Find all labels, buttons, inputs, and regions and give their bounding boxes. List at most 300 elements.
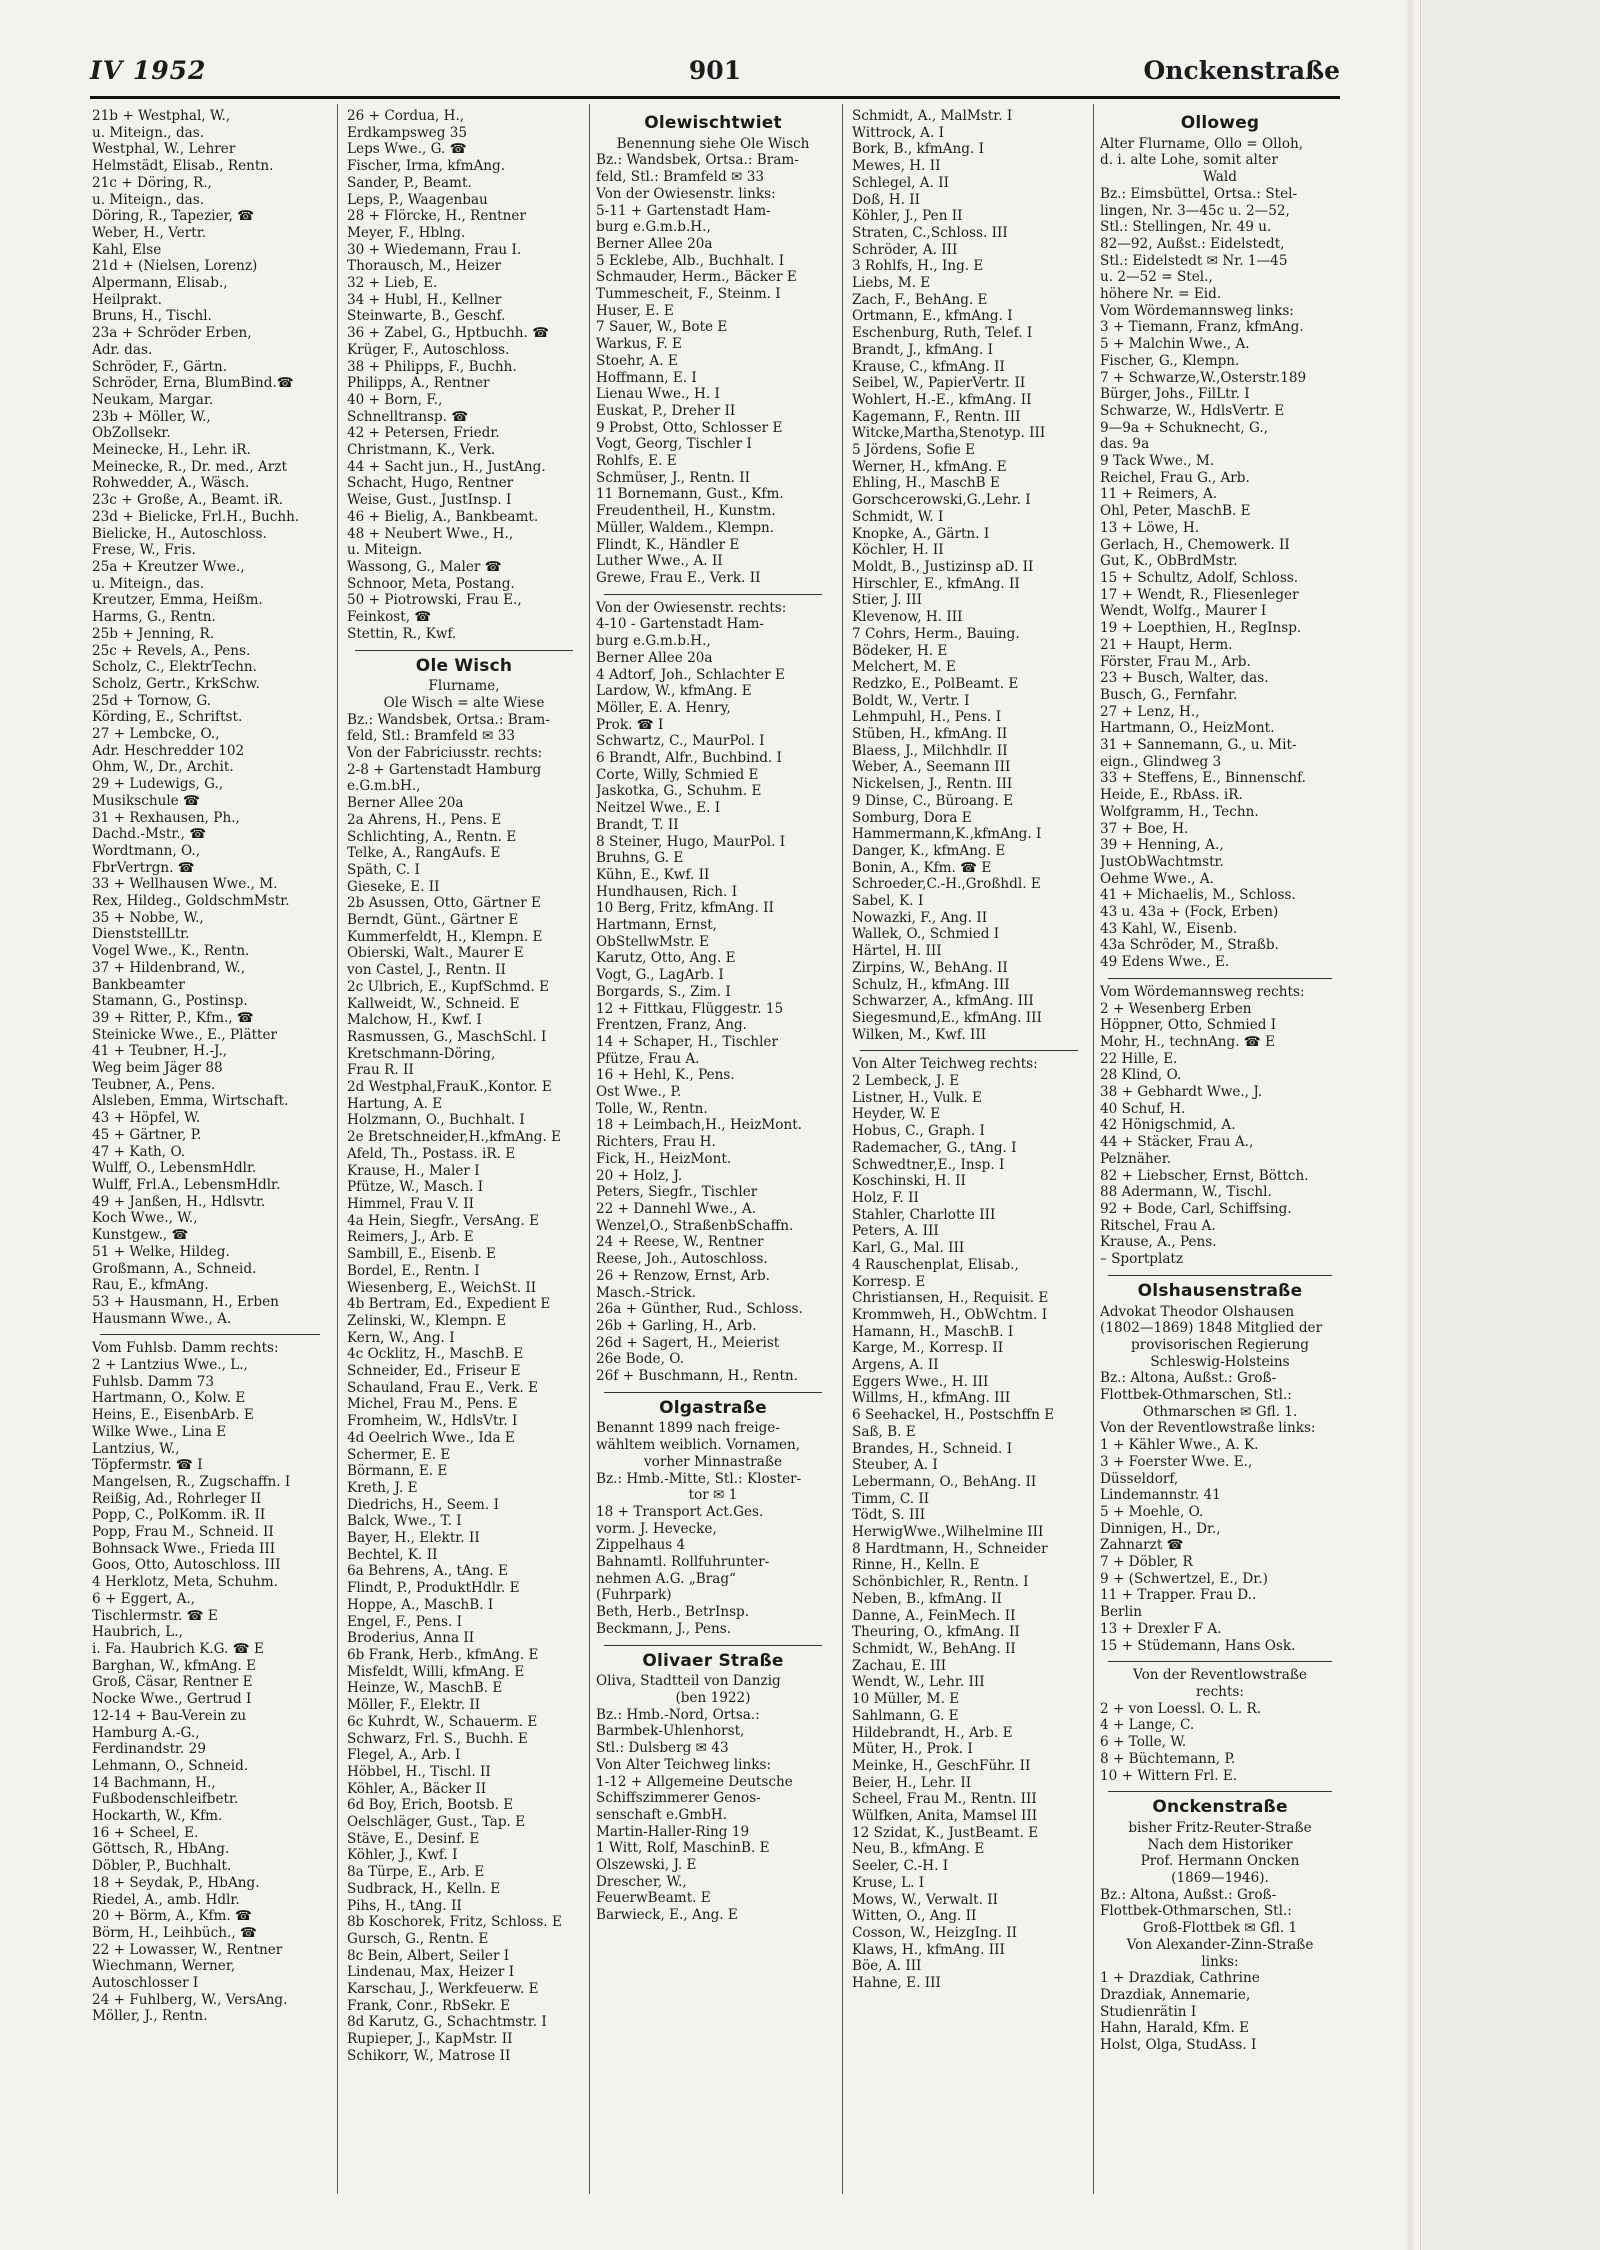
- directory-entry: 26b + Garling, H., Arb.: [596, 1317, 757, 1334]
- street-note: (1869—1946).: [1171, 1870, 1269, 1887]
- directory-entry: 15 + Schultz, Adolf, Schloss.: [1100, 569, 1299, 586]
- directory-entry: 25a + Kreutzer Wwe.,: [92, 558, 245, 575]
- directory-entry: 6d Boy, Erich, Bootsb. E: [347, 1797, 514, 1814]
- page-crease: [1405, 0, 1415, 2250]
- directory-entry: Lienau Wwe., H. I: [596, 386, 720, 403]
- directory-entry: 44 + Sacht jun., H., JustAng.: [347, 458, 546, 475]
- directory-entry: Von der Owiesenstr. links:: [596, 185, 776, 202]
- directory-entry: Groß, Cäsar, Rentner E: [92, 1674, 253, 1691]
- directory-entry: Mewes, H. II: [852, 158, 941, 175]
- directory-entry: 43a Schröder, M., Straßb.: [1100, 937, 1279, 954]
- directory-entry: Feinkost, ☎: [347, 609, 432, 626]
- directory-entry: 51 + Welke, Hildeg.: [92, 1243, 230, 1260]
- directory-entry: Olszewski, J. E: [596, 1857, 697, 1874]
- street-heading: Olewischtwiet: [644, 113, 782, 133]
- directory-column-5: [1100, 108, 1340, 2198]
- directory-entry: Schlegel, A. II: [852, 174, 950, 191]
- directory-entry: 46 + Bielig, A., Bankbeamt.: [347, 508, 539, 525]
- directory-entry: 33 + Steffens, E., Binnenschf.: [1100, 770, 1306, 787]
- directory-entry: Wendt, Wolfg., Maurer I: [1100, 603, 1267, 620]
- directory-entry: 4b Bertram, Ed., Expedient E: [347, 1296, 551, 1313]
- directory-entry: 4 + Lange, C.: [1100, 1717, 1195, 1734]
- directory-entry: Argens, A. II: [852, 1357, 939, 1374]
- directory-entry: (1802—1869) 1848 Mitglied der: [1100, 1320, 1323, 1337]
- directory-entry: Hartmann, Ernst,: [596, 917, 718, 934]
- directory-entry: Eggers Wwe., H. III: [852, 1373, 989, 1390]
- directory-entry: 10 Müller, M. E: [852, 1691, 960, 1708]
- directory-entry: Popp, Frau M., Schneid. II: [92, 1524, 274, 1541]
- directory-entry: Warkus, F. E: [596, 336, 682, 353]
- directory-entry: Schikorr, W., Matrose II: [347, 2047, 511, 2064]
- directory-entry: Helmstädt, Elisab., Rentn.: [92, 158, 274, 175]
- directory-entry: Rademacher, G., tAng. I: [852, 1139, 1017, 1156]
- directory-entry: Fick, H., HeizMont.: [596, 1150, 732, 1167]
- directory-entry: Reimers, J., Arb. E: [347, 1229, 474, 1246]
- page-header: [90, 56, 1340, 96]
- directory-entry: 2 + Lantzius Wwe., L.,: [92, 1357, 248, 1374]
- directory-entry: Schnelltransp. ☎: [347, 408, 469, 425]
- street-note: Von der Reventlowstraße: [1133, 1667, 1307, 1684]
- street-note: Von Alexander-Zinn-Straße: [1126, 1936, 1314, 1953]
- directory-entry: 26a + Günther, Rud., Schloss.: [596, 1301, 803, 1318]
- directory-entry: Oliva, Stadtteil von Danzig: [596, 1673, 781, 1690]
- directory-entry: Hamburg A.-G.,: [92, 1724, 200, 1741]
- directory-entry: 25b + Jenning, R.: [92, 625, 215, 642]
- directory-entry: – Sportplatz: [1100, 1251, 1184, 1268]
- directory-entry: Barmbek-Uhlenhorst,: [596, 1723, 745, 1740]
- directory-entry: 4-10 - Gartenstadt Ham-: [596, 616, 764, 633]
- street-heading: Olshausenstraße: [1137, 1280, 1303, 1301]
- directory-entry: 6a Behrens, A., tAng. E: [347, 1563, 508, 1580]
- directory-entry: Kruse, L. I: [852, 1874, 925, 1891]
- directory-entry: 26f + Buschmann, H., Rentn.: [596, 1368, 798, 1385]
- directory-entry: ObStellwMstr. E: [596, 933, 709, 950]
- directory-entry: Balck, Wwe., T. I: [347, 1513, 462, 1530]
- directory-entry: 6 Seehackel, H., Postschffn E: [852, 1407, 1055, 1424]
- directory-entry: Leps Wwe., G. ☎: [347, 141, 467, 158]
- directory-entry: 12-14 + Bau-Verein zu: [92, 1707, 247, 1724]
- directory-entry: 9 + (Schwertzel, E., Dr.): [1100, 1570, 1268, 1587]
- directory-entry: 20 + Holz, J.: [596, 1167, 683, 1184]
- directory-entry: Späth, C. I: [347, 861, 420, 878]
- directory-entry: Lehmann, O., Schneid.: [92, 1757, 249, 1774]
- directory-entry: Lindemannstr. 41: [1100, 1487, 1221, 1504]
- directory-entry: Vogt, Georg, Tischler I: [596, 436, 752, 453]
- directory-entry: 6 Brandt, Alfr., Buchbind. I: [596, 750, 782, 767]
- directory-entry: 8b Koschorek, Fritz, Schloss. E: [347, 1914, 562, 1931]
- directory-entry: Zach, F., BehAng. E: [852, 291, 988, 308]
- directory-entry: Neukam, Margar.: [92, 391, 214, 408]
- directory-entry: 31 + Sannemann, G., u. Mit-: [1100, 737, 1297, 754]
- directory-entry: Dachd.-Mstr., ☎: [92, 826, 207, 843]
- directory-entry: Wilken, M., Kwf. III: [852, 1026, 987, 1043]
- directory-entry: Heyder, W. E: [852, 1106, 941, 1123]
- directory-entry: i. Fa. Haubrich K.G. ☎ E: [92, 1640, 264, 1657]
- directory-entry: Bruhns, G. E: [596, 850, 684, 867]
- directory-entry: Freudentheil, H., Kunstm.: [596, 503, 776, 520]
- directory-entry: 39 + Ritter, P., Kfm., ☎: [92, 1009, 254, 1026]
- directory-entry: Von Alter Teichweg rechts:: [852, 1056, 1038, 1073]
- directory-entry: Schiffszimmerer Genos-: [596, 1790, 761, 1807]
- directory-entry: eign., Glindweg 3: [1100, 753, 1222, 770]
- directory-entry: Oehme Wwe., A.: [1100, 870, 1214, 887]
- directory-entry: Corte, Willy, Schmied E: [596, 766, 759, 783]
- directory-entry: Berner Allee 20a: [596, 235, 713, 252]
- directory-entry: Karutz, Otto, Ang. E: [596, 950, 736, 967]
- directory-entry: 36 + Zabel, G., Hptbuchh. ☎: [347, 325, 550, 342]
- directory-entry: Flottbek-Othmarschen, Stl.:: [1100, 1903, 1292, 1920]
- directory-entry: 2-8 + Gartenstadt Hamburg: [347, 761, 542, 778]
- directory-entry: Gut, K., ObBrdMstr.: [1100, 553, 1238, 570]
- directory-entry: Göttsch, R., HbAng.: [92, 1841, 230, 1858]
- directory-entry: 8a Türpe, E., Arb. E: [347, 1864, 485, 1881]
- directory-entry: HerwigWwe.,Wilhelmine III: [852, 1524, 1044, 1541]
- directory-entry: Schermer, E. E: [347, 1446, 451, 1463]
- directory-entry: Haubrich, L.,: [92, 1624, 183, 1641]
- directory-entry: Pfütze, W., Masch. I: [347, 1179, 484, 1196]
- directory-entry: Krause, C., kfmAng. II: [852, 358, 1005, 375]
- directory-entry: Obierski, Walt., Maurer E: [347, 945, 524, 962]
- directory-entry: 44 + Stäcker, Frau A.,: [1100, 1134, 1254, 1151]
- directory-entry: 33 + Wellhausen Wwe., M.: [92, 876, 278, 893]
- directory-entry: 23a + Schröder Erben,: [92, 325, 252, 342]
- directory-entry: Neu, B., kfmAng. E: [852, 1841, 985, 1858]
- directory-entry: 4a Hein, Siegfr., VersAng. E: [347, 1212, 540, 1229]
- directory-entry: nehmen A.G. „Brag“: [596, 1570, 737, 1587]
- directory-entry: Teubner, A., Pens.: [92, 1076, 216, 1093]
- directory-entry: Saß, B. E: [852, 1423, 916, 1440]
- directory-entry: 24 + Fuhlberg, W., VersAng.: [92, 1991, 288, 2008]
- directory-entry: Meinecke, R., Dr. med., Arzt: [92, 458, 287, 475]
- directory-entry: 21 + Haupt, Herm.: [1100, 636, 1233, 653]
- directory-entry: Barwieck, E., Ang. E: [596, 1907, 738, 1924]
- section-separator: [604, 1645, 822, 1646]
- street-note: Groß-Flottbek ✉ Gfl. 1: [1142, 1920, 1298, 1937]
- directory-entry: 3 + Foerster Wwe. E.,: [1100, 1453, 1253, 1470]
- directory-entry: Schwarzer, A., kfmAng. III: [852, 993, 1034, 1010]
- street-note: vorher Minnastraße: [643, 1453, 783, 1470]
- directory-entry: 38 + Philipps, F., Buchh.: [347, 358, 517, 375]
- directory-entry: Heinze, W., MaschB. E: [347, 1680, 503, 1697]
- directory-entry: Holz, F. II: [852, 1190, 919, 1206]
- directory-entry: Berner Allee 20a: [347, 795, 464, 812]
- directory-entry: Witten, O., Ang. II: [852, 1908, 977, 1925]
- directory-entry: 9—9a + Schuknecht, G.,: [1100, 419, 1268, 436]
- directory-entry: u. Miteign.: [347, 542, 423, 559]
- directory-entry: Holzmann, O., Buchhalt. I: [347, 1112, 525, 1129]
- directory-entry: Schacht, Hugo, Rentner: [347, 475, 514, 492]
- directory-entry: lingen, Nr. 3—45c u. 2—52,: [1100, 202, 1290, 219]
- directory-entry: Stäve, E., Desinf. E: [347, 1830, 480, 1847]
- directory-entry: Stahler, Charlotte III: [852, 1206, 996, 1223]
- directory-entry: Stettin, R., Kwf.: [347, 625, 457, 642]
- directory-entry: Rau, E., kfmAng.: [92, 1277, 209, 1294]
- directory-entry: ObZollsekr.: [92, 425, 171, 442]
- directory-entry: Telke, A., RangAufs. E: [347, 845, 501, 862]
- directory-entry: Wiechmann, Werner,: [92, 1958, 236, 1975]
- directory-entry: Köhler, J., Kwf. I: [347, 1847, 458, 1864]
- directory-entry: Studienrätin I: [1100, 2003, 1197, 2020]
- header-volume-year: IV 1952: [90, 56, 207, 85]
- directory-entry: 8 + Büchtemann, P.: [1100, 1750, 1236, 1767]
- column-divider: [1093, 104, 1094, 2194]
- directory-entry: höhere Nr. = Eid.: [1100, 286, 1222, 303]
- directory-entry: 26 + Cordua, H.,: [347, 108, 465, 124]
- directory-entry: Kummerfeldt, H., Klempn. E: [347, 928, 543, 945]
- directory-entry: FbrVertrgn. ☎: [92, 859, 195, 876]
- directory-entry: Bz.: Wandsbek, Ortsa.: Bram-: [347, 711, 550, 728]
- directory-entry: 6c Kuhrdt, W., Schauerm. E: [347, 1713, 538, 1730]
- book-edge: [1420, 0, 1600, 2250]
- directory-entry: Möller, F., Elektr. II: [347, 1697, 481, 1714]
- directory-entry: Cosson, W., HeizgIng. II: [852, 1924, 1017, 1941]
- directory-entry: Sabel, K. I: [852, 893, 924, 910]
- directory-entry: Müller, Waldem., Klempn.: [596, 519, 775, 536]
- directory-entry: 5 Jördens, Sofie E: [852, 442, 976, 459]
- directory-entry: Benannt 1899 nach freige-: [596, 1420, 780, 1437]
- directory-entry: 5 Ecklebe, Alb., Buchhalt. I: [596, 252, 785, 269]
- directory-entry: Advokat Theodor Olshausen: [1100, 1303, 1295, 1320]
- directory-entry: Stier, J. III: [852, 592, 922, 609]
- directory-entry: Mows, W., Verwalt. II: [852, 1891, 998, 1908]
- directory-entry: Sambill, E., Eisenb. E: [347, 1246, 496, 1263]
- directory-entry: Möller, E. A. Henry,: [596, 699, 731, 716]
- directory-entry: Redzko, E., PolBeamt. E: [852, 675, 1019, 692]
- directory-entry: 1 Witt, Rolf, MaschinB. E: [596, 1840, 770, 1857]
- street-note: provisorischen Regierung: [1131, 1336, 1309, 1353]
- directory-entry: 3 + Tiemann, Franz, kfmAng.: [1100, 319, 1304, 336]
- directory-entry: 40 Schuf, H.: [1100, 1100, 1186, 1117]
- directory-entry: 82—92, Außst.: Eidelstedt,: [1100, 235, 1285, 252]
- directory-entry: 42 Hönigschmid, A.: [1100, 1117, 1236, 1134]
- directory-entry: 25d + Tornow, G.: [92, 692, 212, 709]
- directory-entry: Lehmpuhl, H., Pens. I: [852, 709, 1002, 726]
- directory-entry: Kahl, Else: [92, 241, 162, 258]
- directory-entry: 7 Sauer, W., Bote E: [596, 319, 728, 336]
- directory-entry: u. Miteign., das.: [92, 124, 205, 141]
- directory-entry: 37 + Boe, H.: [1100, 820, 1189, 837]
- directory-entry: Krommweh, H., ObWchtm. I: [852, 1306, 1048, 1323]
- directory-entry: Harms, G., Rentn.: [92, 609, 216, 626]
- directory-entry: Flottbek-Othmarschen, Stl.:: [1100, 1387, 1292, 1404]
- directory-entry: 11 + Reimers, A.: [1100, 486, 1218, 503]
- street-heading: Olgastraße: [659, 1397, 767, 1418]
- directory-entry: Beier, H., Lehr. II: [852, 1774, 972, 1791]
- directory-entry: Scholz, Gertr., KrkSchw.: [92, 675, 260, 692]
- directory-entry: Köhler, A., Bäcker II: [347, 1780, 487, 1797]
- directory-entry: Bz.: Eimsbüttel, Ortsa.: Stel-: [1100, 185, 1298, 202]
- directory-entry: u. 2—52 = Stel.,: [1100, 269, 1213, 286]
- directory-entry: Wulff, Frl.A., LebensmHdlr.: [92, 1177, 281, 1193]
- directory-entry: 2 + von Loessl. O. L. R.: [1100, 1700, 1262, 1717]
- directory-entry: Kreth, J. E: [347, 1479, 418, 1496]
- directory-entry: Barghan, W., kfmAng. E: [92, 1657, 257, 1674]
- directory-entry: Schröder, A. III: [852, 241, 958, 258]
- directory-entry: 31 + Rexhausen, Ph.,: [92, 809, 240, 826]
- directory-entry: Koch Wwe., W.,: [92, 1210, 198, 1227]
- directory-entry: Kretschmann-Döring,: [347, 1045, 496, 1062]
- directory-entry: Wallek, O., Schmied I: [852, 926, 1000, 943]
- directory-entry: Schmidt, W., BehAng. II: [852, 1640, 1016, 1657]
- directory-entry: Autoschlosser I: [92, 1975, 199, 1992]
- directory-entry: 23 + Busch, Walter, das.: [1100, 670, 1269, 687]
- directory-entry: Drazdiak, Annemarie,: [1100, 1986, 1251, 2003]
- directory-entry: Frentzen, Franz, Ang.: [596, 1017, 747, 1034]
- directory-entry: 13 + Drexler F A.: [1100, 1620, 1222, 1637]
- directory-entry: 8c Bein, Albert, Seiler I: [347, 1947, 510, 1964]
- directory-entry: Von Alter Teichweg links:: [596, 1756, 772, 1773]
- directory-entry: 21d + (Nielsen, Lorenz): [92, 258, 258, 275]
- directory-entry: 2c Ulbrich, E., KupfSchmd. E: [347, 978, 550, 995]
- directory-entry: 6b Frank, Herb., kfmAng. E: [347, 1646, 539, 1663]
- directory-entry: Kagemann, F., Rentn. III: [852, 408, 1021, 425]
- directory-entry: Hahne, E. III: [852, 1975, 941, 1992]
- section-separator: [355, 650, 573, 651]
- directory-entry: 28 Klind, O.: [1100, 1067, 1182, 1084]
- header-rule: [90, 96, 1340, 99]
- directory-entry: Gorschcerowski,G.,Lehr. I: [852, 492, 1031, 509]
- directory-entry: Luther Wwe., A. II: [596, 553, 723, 570]
- directory-entry: Von der Reventlowstraße links:: [1100, 1420, 1316, 1437]
- directory-entry: Doß, H. II: [852, 191, 921, 208]
- directory-entry: 12 Szidat, K., JustBeamt. E: [852, 1824, 1039, 1841]
- directory-entry: Liebs, M. E: [852, 275, 931, 292]
- directory-entry: Wordtmann, O.,: [92, 842, 201, 859]
- header-street-name: Onckenstraße: [1143, 56, 1340, 85]
- directory-entry: Zirpins, W., BehAng. II: [852, 959, 1008, 976]
- directory-entry: Hahn, Harald, Kfm. E: [1100, 2020, 1250, 2037]
- directory-entry: Adr. Heschredder 102: [92, 742, 245, 759]
- directory-entry: Bielicke, H., Autoschloss.: [92, 525, 267, 542]
- directory-entry: Klaws, H., kfmAng. III: [852, 1941, 1005, 1958]
- directory-entry: Theuring, O., kfmAng. II: [852, 1624, 1020, 1641]
- street-note: Prof. Hermann Oncken: [1140, 1853, 1300, 1870]
- directory-entry: Boldt, W., Vertr. I: [852, 692, 970, 709]
- directory-entry: 9 Dinse, C., Büroang. E: [852, 792, 1014, 809]
- directory-entry: Hausmann Wwe., A.: [92, 1310, 232, 1327]
- directory-entry: Berndt, Günt., Gärtner E: [347, 912, 519, 929]
- directory-entry: Schmüser, J., Rentn. II: [596, 469, 750, 486]
- directory-entry: Pelznäher.: [1100, 1150, 1172, 1167]
- column-divider: [589, 104, 590, 2194]
- directory-entry: 8 Steiner, Hugo, MaurPol. I: [596, 833, 786, 850]
- directory-entry: 88 Adermann, W., Tischl.: [1100, 1184, 1272, 1201]
- street-note: bisher Fritz-Reuter-Straße: [1128, 1819, 1312, 1836]
- directory-entry: 19 + Loepthien, H., RegInsp.: [1100, 620, 1302, 637]
- directory-entry: 10 + Wittern Frl. E.: [1100, 1767, 1238, 1784]
- directory-entry: Gerlach, H., Chemowerk. II: [1100, 536, 1290, 553]
- street-note: Othmarschen ✉ Gfl. 1.: [1142, 1403, 1298, 1420]
- directory-entry: Ortmann, E., kfmAng. I: [852, 308, 1013, 325]
- directory-entry: 27 + Lembcke, O.,: [92, 726, 220, 743]
- directory-entry: 40 + Born, F.,: [347, 391, 443, 408]
- directory-entry: 26e Bode, O.: [596, 1351, 684, 1368]
- directory-entry: FeuerwBeamt. E: [596, 1890, 711, 1907]
- directory-entry: Reichel, Frau G., Arb.: [1100, 469, 1250, 486]
- directory-entry: Flindt, P., ProduktHdlr. E: [347, 1580, 520, 1597]
- directory-entry: Nowazki, F., Ang. II: [852, 909, 988, 926]
- directory-entry: Siegesmund,E., kfmAng. III: [852, 1009, 1042, 1026]
- directory-entry: 2 Lembeck, J. E: [852, 1073, 960, 1090]
- directory-entry: Knopke, A., Gärtn. I: [852, 525, 990, 542]
- directory-entry: Wenzel,O., StraßenbSchaffn.: [596, 1217, 794, 1234]
- directory-entry: Scheel, Frau M., Rentn. III: [852, 1791, 1037, 1808]
- directory-entry: 39 + Henning, A.,: [1100, 837, 1224, 854]
- directory-entry: 6 + Eggert, A.,: [92, 1590, 196, 1607]
- directory-entry: Hartung, A. E: [347, 1095, 443, 1112]
- directory-entry: Rinne, H., Kelln. E: [852, 1557, 980, 1574]
- directory-entry: Kreutzer, Emma, Heißm.: [92, 592, 263, 609]
- directory-entry: Ohm, W., Dr., Archit.: [92, 759, 234, 776]
- directory-entry: 1 + Drazdiak, Cathrine: [1100, 1970, 1260, 1987]
- directory-entry: 13 + Löwe, H.: [1100, 519, 1200, 536]
- directory-entry: Hobus, C., Graph. I: [852, 1123, 985, 1140]
- directory-entry: Bork, B., kfmAng. I: [852, 141, 984, 158]
- street-note: Flurname,: [428, 678, 500, 695]
- directory-entry: 14 + Schaper, H., Tischler: [596, 1033, 778, 1050]
- street-note: Schleswig-Holsteins: [1150, 1353, 1290, 1370]
- street-note: Benennung siehe Ole Wisch: [616, 135, 810, 152]
- directory-entry: Diedrichs, H., Seem. I: [347, 1496, 499, 1513]
- directory-entry: 45 + Gärtner, P.: [92, 1126, 202, 1143]
- section-separator: [100, 1334, 320, 1335]
- directory-entry: Meyer, F., Hblng.: [347, 224, 466, 241]
- directory-entry: 9 Tack Wwe., M.: [1100, 453, 1215, 470]
- directory-entry: Rasmussen, G., MaschSchl. I: [347, 1028, 547, 1045]
- directory-entry: Misfeldt, Willi, kfmAng. E: [347, 1663, 525, 1680]
- directory-entry: 1-12 + Allgemeine Deutsche: [596, 1773, 793, 1790]
- directory-entry: 35 + Nobbe, W.,: [92, 909, 204, 926]
- directory-entry: Zahnarzt ☎: [1100, 1537, 1184, 1554]
- directory-entry: Huser, E. E: [596, 302, 674, 319]
- directory-entry: 18 + Leimbach,H., HeizMont.: [596, 1117, 803, 1134]
- directory-entry: Böe, A. III: [852, 1958, 922, 1975]
- directory-entry: Meinecke, H., Lehr. iR.: [92, 442, 251, 459]
- directory-entry: Ost Wwe., P.: [596, 1084, 682, 1101]
- directory-entry: Karl, G., Mal. III: [852, 1240, 965, 1257]
- directory-entry: Hirschler, E., kfmAng. II: [852, 575, 1020, 592]
- directory-entry: 16 + Scheel, E.: [92, 1824, 199, 1841]
- directory-entry: Kunstgew., ☎: [92, 1227, 189, 1244]
- directory-entry: Mohr, H., technAng. ☎ E: [1100, 1033, 1276, 1050]
- directory-entry: Fußbodenschleifbetr.: [92, 1791, 239, 1808]
- directory-entry: 17 + Wendt, R., Fliesenleger: [1100, 586, 1299, 603]
- directory-entry: Rohlfs, E. E: [596, 453, 677, 470]
- directory-entry: Wohlert, H.-E., kfmAng. II: [852, 391, 1032, 408]
- directory-entry: Bonin, A., Kfm. ☎ E: [852, 859, 992, 876]
- directory-entry: 23c + Große, A., Beamt. iR.: [92, 492, 284, 509]
- directory-entry: burg e.G.m.b.H.,: [596, 219, 711, 236]
- directory-entry: Somburg, Dora E: [852, 809, 972, 826]
- directory-entry: Nickelsen, J., Rentn. III: [852, 776, 1013, 793]
- directory-entry: Fuhlsb. Damm 73: [92, 1373, 215, 1390]
- directory-entry: Vom Wördemannsweg rechts:: [1100, 983, 1305, 1000]
- section-separator: [604, 594, 822, 595]
- directory-entry: burg e.G.m.b.H.,: [596, 633, 711, 650]
- directory-entry: Zippelhaus 4: [596, 1537, 686, 1554]
- directory-entry: Schlichting, A., Rentn. E: [347, 828, 517, 845]
- directory-entry: Adr. das.: [92, 341, 153, 358]
- directory-entry: Bordel, E., Rentn. I: [347, 1262, 480, 1279]
- page-number: 901: [688, 56, 742, 85]
- directory-entry: Euskat, P., Dreher II: [596, 402, 736, 419]
- directory-entry: Lantzius, W.,: [92, 1440, 180, 1457]
- directory-entry: Förster, Frau M., Arb.: [1100, 653, 1251, 670]
- directory-entry: 47 + Kath, O.: [92, 1143, 186, 1160]
- directory-entry: Wassong, G., Maler ☎: [347, 558, 502, 575]
- directory-entry: 26 + Renzow, Ernst, Arb.: [596, 1267, 770, 1284]
- directory-entry: Prok. ☎ I: [596, 716, 664, 733]
